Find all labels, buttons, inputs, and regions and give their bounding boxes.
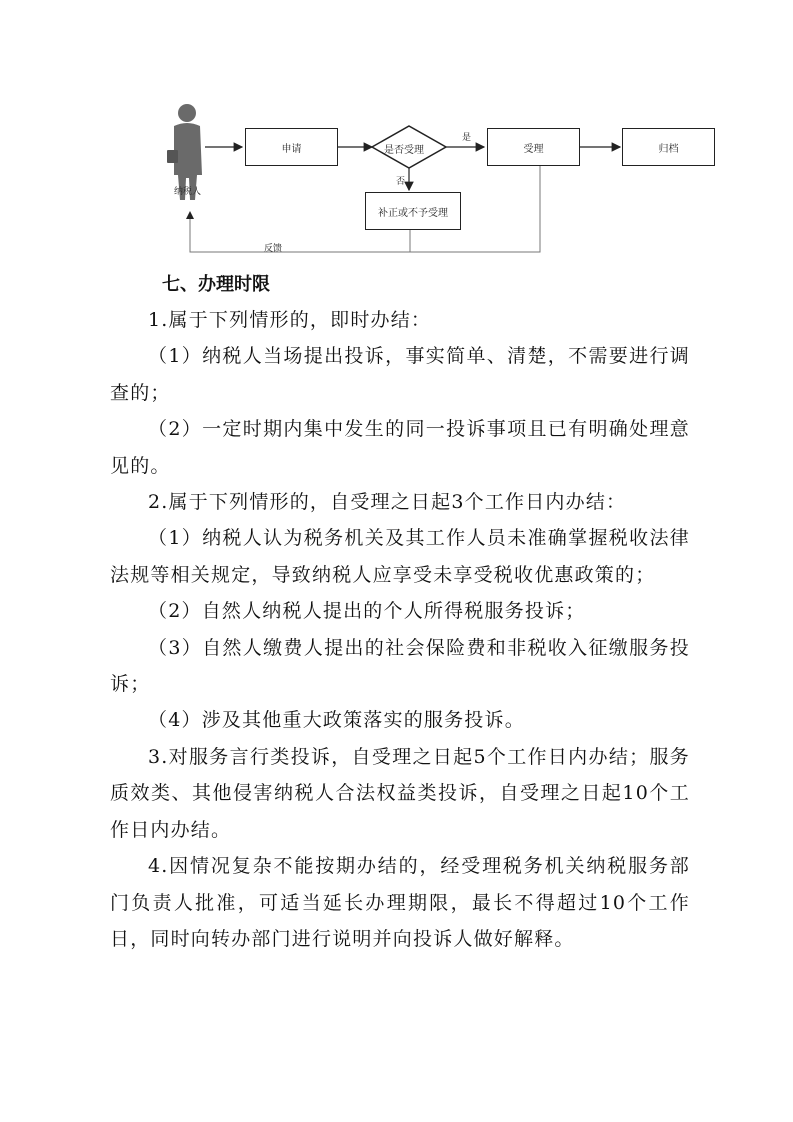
paragraph: 2.属于下列情形的，自受理之日起3个工作日内办结： bbox=[148, 491, 627, 514]
process-flowchart bbox=[150, 90, 750, 260]
paragraph: （3）自然人缴费人提出的社会保险费和非税收入征缴服务投诉； bbox=[110, 636, 690, 696]
paragraph: 4.因情况复杂不能按期办结的，经受理税务机关纳税服务部门负责人批准，可适当延长办理期限，最长不得超过10个工作日，同时向转办部门进行说明并向投诉人做好解释。 bbox=[110, 855, 690, 950]
yes-label: 是 bbox=[462, 133, 472, 143]
paragraph: （4）涉及其他重大政策落实的服务投诉。 bbox=[148, 709, 525, 732]
reject-box: 补正或不予受理 bbox=[365, 192, 461, 230]
paragraph: （1）纳税人当场提出投诉，事实简单、清楚，不需要进行调查的； bbox=[110, 345, 690, 404]
paragraph: 3.对服务言行类投诉，自受理之日起5个工作日内办结；服务质效类、其他侵害纳税人合法权益类投诉，自受理之日起10个工作日内办结。 bbox=[110, 745, 690, 841]
section-title: 七、办理时限 bbox=[162, 274, 270, 295]
paragraph: 1.属于下列情形的，即时办结： bbox=[148, 309, 432, 331]
no-label: 否 bbox=[396, 177, 406, 187]
accept-box: 受理 bbox=[487, 128, 580, 166]
paragraph: （2）自然人纳税人提出的个人所得税服务投诉； bbox=[148, 600, 586, 623]
archive-box: 归档 bbox=[622, 128, 715, 166]
flowchart-connectors bbox=[150, 90, 750, 260]
taxpayer-label: 纳税人 bbox=[174, 187, 202, 197]
apply-box: 申请 bbox=[245, 128, 338, 166]
paragraph: （1）纳税人认为税务机关及其工作人员未准确掌握税收法律法规等相关规定，导致纳税人应享受未享受税收优惠政策的； bbox=[110, 527, 690, 586]
section-content bbox=[110, 268, 690, 957]
paragraph: （2）一定时期内集中发生的同一投诉事项且已有明确处理意见的。 bbox=[110, 418, 690, 477]
feedback-label: 反馈 bbox=[264, 244, 283, 254]
decision-label: 是否受理 bbox=[384, 145, 424, 156]
